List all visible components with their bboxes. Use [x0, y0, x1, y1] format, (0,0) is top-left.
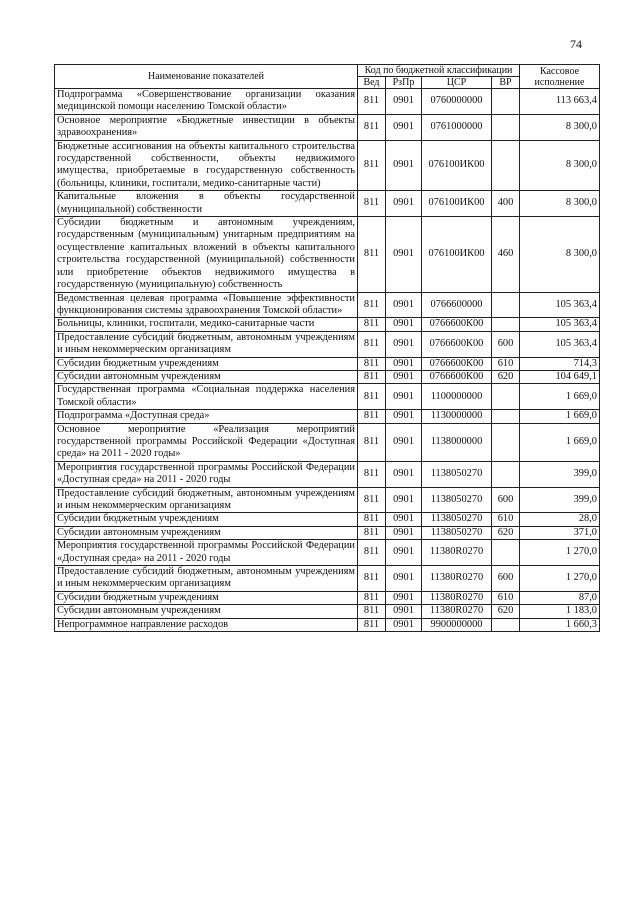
cell-amount: 8 300,0 — [520, 191, 600, 217]
header-rzpr: РзПр — [386, 77, 422, 89]
cell-amount: 399,0 — [520, 461, 600, 487]
header-vr: ВР — [492, 77, 520, 89]
cell-amount: 1 669,0 — [520, 423, 600, 461]
cell-ved: 811 — [358, 487, 386, 513]
table-row — [55, 487, 600, 513]
table-body — [55, 89, 600, 632]
cell-ved: 811 — [358, 513, 386, 526]
cell-name: Субсидии бюджетным и автономным учреждениям, государственным (муниципальным) унитарным предприятиям на осуществление капитальных вложений в объекты капитального строительства государственной (муниципальной) собственности или приобретение объектов недвижимого имущества в государственную (муниципальную) собственность — [55, 217, 358, 292]
cell-vr — [492, 423, 520, 461]
table-row — [55, 370, 600, 383]
cell-rzpr: 0901 — [386, 370, 422, 383]
cell-ved: 811 — [358, 331, 386, 357]
cell-csr: 0761000000 — [422, 114, 492, 140]
cell-csr: 076100ИК00 — [422, 217, 492, 292]
cell-csr: 076100ИК00 — [422, 140, 492, 191]
cell-rzpr: 0901 — [386, 114, 422, 140]
cell-amount: 1 669,0 — [520, 410, 600, 423]
cell-vr: 600 — [492, 331, 520, 357]
cell-name: Ведомственная целевая программа «Повышение эффективности функционирования системы здравоохранения Томской области» — [55, 292, 358, 318]
cell-csr: 0766600К00 — [422, 331, 492, 357]
cell-amount: 371,0 — [520, 526, 600, 539]
cell-csr: 11380R0270 — [422, 591, 492, 604]
cell-name: Предоставление субсидий бюджетным, автономным учреждениям и иным некоммерческим организациям — [55, 487, 358, 513]
cell-rzpr: 0901 — [386, 217, 422, 292]
cell-csr: 11380R0270 — [422, 540, 492, 566]
cell-name: Субсидии автономным учреждениям — [55, 370, 358, 383]
cell-vr — [492, 461, 520, 487]
cell-amount: 714,3 — [520, 357, 600, 370]
cell-name: Субсидии автономным учреждениям — [55, 605, 358, 618]
table-row — [55, 423, 600, 461]
cell-ved: 811 — [358, 217, 386, 292]
cell-csr: 1100000000 — [422, 384, 492, 410]
cell-csr: 1138050270 — [422, 461, 492, 487]
cell-ved: 811 — [358, 618, 386, 631]
table-row — [55, 292, 600, 318]
cell-rzpr: 0901 — [386, 513, 422, 526]
cell-amount: 1 183,0 — [520, 605, 600, 618]
cell-vr: 610 — [492, 513, 520, 526]
cell-amount: 105 363,4 — [520, 292, 600, 318]
table-row — [55, 410, 600, 423]
cell-csr: 0766600К00 — [422, 357, 492, 370]
cell-amount: 8 300,0 — [520, 217, 600, 292]
cell-name: Субсидии бюджетным учреждениям — [55, 513, 358, 526]
cell-amount: 104 649,1 — [520, 370, 600, 383]
table-row — [55, 89, 600, 115]
cell-name: Государственная программа «Социальная поддержка населения Томской области» — [55, 384, 358, 410]
cell-csr: 0766600К00 — [422, 318, 492, 331]
cell-vr: 600 — [492, 566, 520, 592]
table-row — [55, 331, 600, 357]
cell-rzpr: 0901 — [386, 410, 422, 423]
cell-vr: 620 — [492, 370, 520, 383]
cell-amount: 105 363,4 — [520, 318, 600, 331]
cell-ved: 811 — [358, 461, 386, 487]
cell-amount: 8 300,0 — [520, 114, 600, 140]
cell-csr: 11380R0270 — [422, 605, 492, 618]
cell-rzpr: 0901 — [386, 292, 422, 318]
cell-ved: 811 — [358, 384, 386, 410]
cell-rzpr: 0901 — [386, 384, 422, 410]
cell-amount: 1 660,3 — [520, 618, 600, 631]
cell-name: Предоставление субсидий бюджетным, автономным учреждениям и иным некоммерческим организациям — [55, 331, 358, 357]
cell-vr — [492, 114, 520, 140]
cell-rzpr: 0901 — [386, 618, 422, 631]
cell-amount: 1 669,0 — [520, 384, 600, 410]
cell-csr: 1138000000 — [422, 423, 492, 461]
cell-name: Подпрограмма «Совершенствование организации оказания медицинской помощи населению Томской области» — [55, 89, 358, 115]
header-code-group: Код по бюджетной классификации — [358, 65, 520, 77]
cell-rzpr: 0901 — [386, 526, 422, 539]
cell-csr: 0760000000 — [422, 89, 492, 115]
cell-name: Субсидии бюджетным учреждениям — [55, 591, 358, 604]
cell-ved: 811 — [358, 191, 386, 217]
cell-rzpr: 0901 — [386, 566, 422, 592]
cell-csr: 1138050270 — [422, 487, 492, 513]
cell-name: Предоставление субсидий бюджетным, автономным учреждениям и иным некоммерческим организациям — [55, 566, 358, 592]
cell-name: Мероприятия государственной программы Российской Федерации «Доступная среда» на 2011 - 2020 годы — [55, 540, 358, 566]
cell-vr — [492, 618, 520, 631]
cell-amount: 8 300,0 — [520, 140, 600, 191]
cell-name: Подпрограмма «Доступная среда» — [55, 410, 358, 423]
table-row — [55, 566, 600, 592]
page-number: 74 — [570, 37, 582, 51]
table-row — [55, 618, 600, 631]
budget-table — [54, 64, 600, 632]
cell-ved: 811 — [358, 410, 386, 423]
cell-amount: 87,0 — [520, 591, 600, 604]
cell-vr — [492, 384, 520, 410]
cell-rzpr: 0901 — [386, 318, 422, 331]
table-row — [55, 318, 600, 331]
cell-vr — [492, 410, 520, 423]
cell-ved: 811 — [358, 318, 386, 331]
cell-ved: 811 — [358, 292, 386, 318]
cell-vr — [492, 318, 520, 331]
cell-amount: 1 270,0 — [520, 540, 600, 566]
cell-amount: 28,0 — [520, 513, 600, 526]
cell-ved: 811 — [358, 605, 386, 618]
cell-csr: 1138050270 — [422, 526, 492, 539]
cell-rzpr: 0901 — [386, 591, 422, 604]
header-csr: ЦСР — [422, 77, 492, 89]
cell-vr: 610 — [492, 357, 520, 370]
cell-vr — [492, 540, 520, 566]
cell-amount: 399,0 — [520, 487, 600, 513]
cell-rzpr: 0901 — [386, 331, 422, 357]
cell-vr — [492, 292, 520, 318]
cell-rzpr: 0901 — [386, 605, 422, 618]
cell-name: Непрограммное направление расходов — [55, 618, 358, 631]
cell-csr: 0766600000 — [422, 292, 492, 318]
cell-csr: 076100ИК00 — [422, 191, 492, 217]
cell-ved: 811 — [358, 591, 386, 604]
table-row — [55, 513, 600, 526]
header-name-column: Наименование показателей — [55, 65, 358, 89]
cell-ved: 811 — [358, 423, 386, 461]
cell-vr: 610 — [492, 591, 520, 604]
cell-rzpr: 0901 — [386, 423, 422, 461]
cell-rzpr: 0901 — [386, 89, 422, 115]
cell-name: Больницы, клиники, госпитали, медико-санитарные части — [55, 318, 358, 331]
table-row — [55, 540, 600, 566]
cell-amount: 105 363,4 — [520, 331, 600, 357]
cell-csr: 0766600К00 — [422, 370, 492, 383]
cell-ved: 811 — [358, 540, 386, 566]
table-row — [55, 591, 600, 604]
cell-vr: 400 — [492, 191, 520, 217]
table-row — [55, 217, 600, 292]
cell-vr: 620 — [492, 526, 520, 539]
cell-vr: 620 — [492, 605, 520, 618]
cell-name: Основное мероприятие «Реализация мероприятий государственной программы Российской Федерации «Доступная среда» на 2011 - 2020 годы» — [55, 423, 358, 461]
cell-amount: 1 270,0 — [520, 566, 600, 592]
table-row — [55, 526, 600, 539]
cell-vr: 460 — [492, 217, 520, 292]
table-row — [55, 140, 600, 191]
table-row — [55, 605, 600, 618]
cell-ved: 811 — [358, 89, 386, 115]
table-row — [55, 191, 600, 217]
cell-rzpr: 0901 — [386, 140, 422, 191]
header-ved: Вед — [358, 77, 386, 89]
table-row — [55, 384, 600, 410]
table-row — [55, 461, 600, 487]
cell-rzpr: 0901 — [386, 461, 422, 487]
cell-ved: 811 — [358, 114, 386, 140]
header-execution: Кассовое исполнение — [520, 65, 600, 89]
cell-csr: 11380R0270 — [422, 566, 492, 592]
cell-name: Бюджетные ассигнования на объекты капитального строительства государственной собственности, объекты недвижимого имущества, приобретаемые в государственную собственность (больницы, клиники, госпитали, медико-санитарные части) — [55, 140, 358, 191]
cell-ved: 811 — [358, 526, 386, 539]
cell-vr — [492, 89, 520, 115]
cell-rzpr: 0901 — [386, 357, 422, 370]
cell-name: Основное мероприятие «Бюджетные инвестиции в объекты здравоохранения» — [55, 114, 358, 140]
cell-ved: 811 — [358, 140, 386, 191]
cell-ved: 811 — [358, 370, 386, 383]
table-row — [55, 114, 600, 140]
cell-rzpr: 0901 — [386, 540, 422, 566]
cell-ved: 811 — [358, 566, 386, 592]
cell-name: Капитальные вложения в объекты государственной (муниципальной) собственности — [55, 191, 358, 217]
cell-amount: 113 663,4 — [520, 89, 600, 115]
cell-name: Субсидии бюджетным учреждениям — [55, 357, 358, 370]
table-row — [55, 357, 600, 370]
cell-csr: 1138050270 — [422, 513, 492, 526]
cell-name: Субсидии автономным учреждениям — [55, 526, 358, 539]
cell-name: Мероприятия государственной программы Российской Федерации «Доступная среда» на 2011 - 2020 годы — [55, 461, 358, 487]
cell-csr: 1130000000 — [422, 410, 492, 423]
cell-rzpr: 0901 — [386, 487, 422, 513]
cell-csr: 9900000000 — [422, 618, 492, 631]
cell-vr: 600 — [492, 487, 520, 513]
cell-vr — [492, 140, 520, 191]
cell-rzpr: 0901 — [386, 191, 422, 217]
cell-ved: 811 — [358, 357, 386, 370]
